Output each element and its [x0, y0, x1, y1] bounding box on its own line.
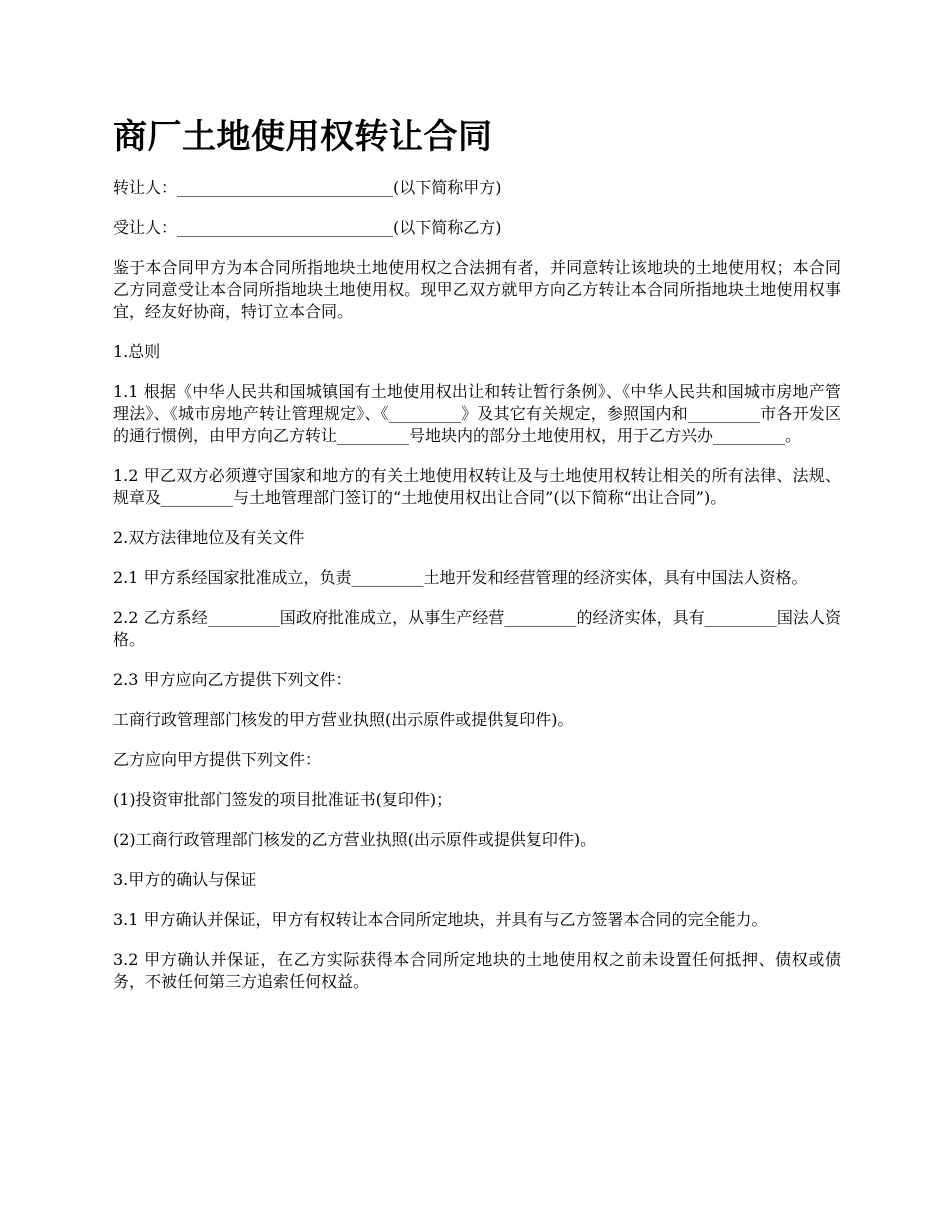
clause-text: 乙方应向甲方提供下列文件：	[113, 750, 322, 769]
clause-2-2: 2.2 乙方系经_________国政府批准成立，从事生产经营_________的经济实体，具有_________国法人资格。	[113, 608, 841, 649]
transferee-line: 受让人：___________________________(以下简称乙方)	[113, 218, 502, 237]
section-heading: 1.总则	[113, 342, 161, 361]
document-page	[113, 113, 841, 1011]
list-item: (1)投资审批部门签发的项目批准证书(复印件)；	[113, 790, 453, 809]
clause-1-1: 1.1 根据《中华人民共和国城镇国有土地使用权出让和转让暂行条例》、《中华人民共和国城市房地产管理法》、《城市房地产转让管理规定》、《_________》及其它有关规定，参照国内和_________市各开发区的通行惯例，由甲方向乙方转让_________号地块内的部分土地使用权，用于乙方兴办_________。	[113, 382, 841, 445]
preamble-paragraph: 鉴于本合同甲方为本合同所指地块土地使用权之合法拥有者，并同意转让该地块的土地使用权；本合同乙方同意受让本合同所指地块土地使用权。现甲乙双方就甲方向乙方转让本合同所指地块土地使用权事宜，经友好协商，特订立本合同。	[113, 258, 841, 321]
clause-text: 工商行政管理部门核发的甲方营业执照(出示原件或提供复印件)。	[113, 710, 574, 729]
clause-2-1: 2.1 甲方系经国家批准成立，负责_________土地开发和经营管理的经济实体，具有中国法人资格。	[113, 568, 808, 587]
section-heading: 2.双方法律地位及有关文件	[113, 528, 305, 547]
document-title: 商厂土地使用权转让合同	[113, 117, 493, 157]
section-heading: 3.甲方的确认与保证	[113, 870, 257, 889]
clause-1-2: 1.2 甲乙双方必须遵守国家和地方的有关土地使用权转让及与土地使用权转让相关的所有法律、法规、规章及_________与土地管理部门签订的“土地使用权出让合同”(以下简称“出让合同”)。	[113, 466, 841, 507]
clause-2-3: 2.3 甲方应向乙方提供下列文件：	[113, 670, 352, 689]
list-item: (2)工商行政管理部门核发的乙方营业执照(出示原件或提供复印件)。	[113, 830, 597, 849]
clause-3-1: 3.1 甲方确认并保证，甲方有权转让本合同所定地块，并具有与乙方签署本合同的完全能力。	[113, 910, 768, 929]
clause-3-2: 3.2 甲方确认并保证，在乙方实际获得本合同所定地块的土地使用权之前未设置任何抵押、债权或债务，不被任何第三方追索任何权益。	[113, 950, 841, 991]
transferor-line: 转让人：___________________________(以下简称甲方)	[113, 178, 502, 197]
